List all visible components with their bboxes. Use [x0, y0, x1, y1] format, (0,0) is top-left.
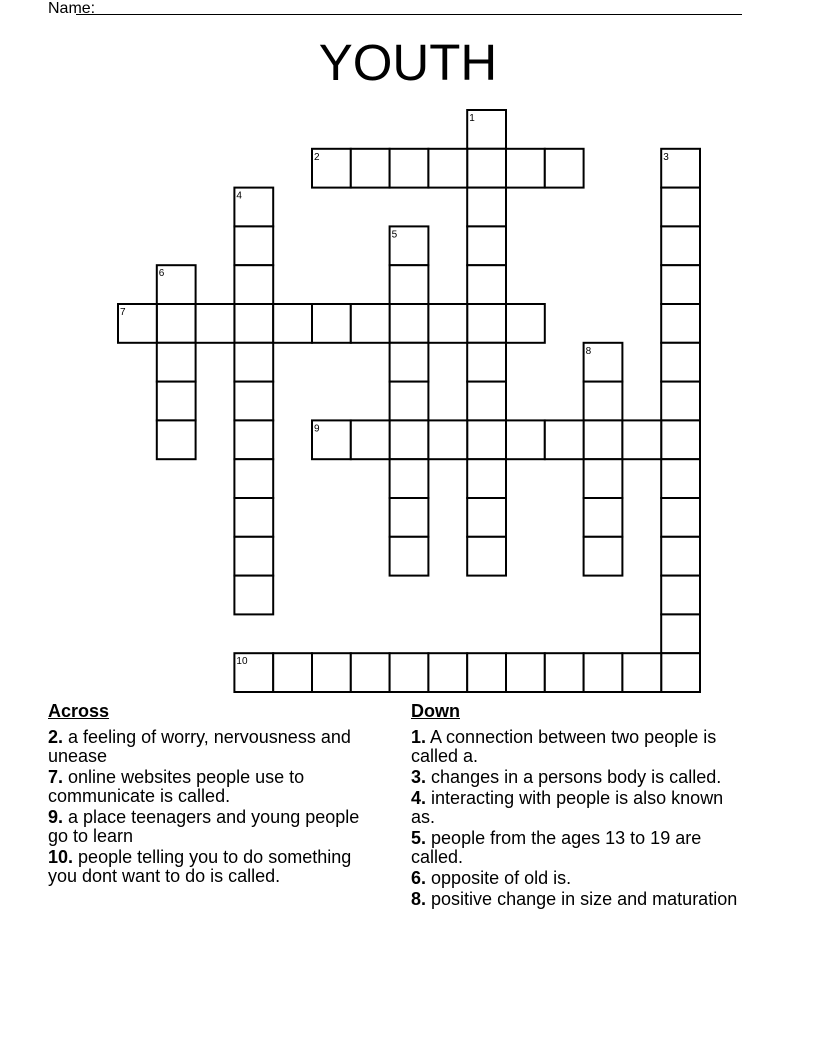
cell-number-3: 3: [663, 151, 669, 163]
grid-cell[interactable]: [467, 420, 506, 459]
grid-cell[interactable]: [428, 653, 467, 692]
grid-cell[interactable]: [273, 653, 312, 692]
grid-cell[interactable]: [428, 304, 467, 343]
cell-number-5: 5: [391, 229, 398, 241]
grid-cell[interactable]: [234, 382, 273, 421]
cell-number-2: 2: [314, 151, 320, 163]
grid-cell[interactable]: [584, 653, 623, 692]
grid-cell[interactable]: [467, 653, 506, 692]
grid-cell[interactable]: [467, 149, 506, 188]
clue-down-8: 8. positive change in size and maturation: [411, 889, 738, 909]
across-heading: Across: [48, 701, 110, 721]
down-heading: Down: [411, 701, 460, 721]
grid-cell[interactable]: [584, 420, 623, 459]
grid-cell[interactable]: [390, 343, 429, 382]
cell-number-10: 10: [236, 656, 248, 668]
clue-across-10: 10. people telling you to do something you dont want to do is called.: [48, 847, 352, 886]
grid-cell[interactable]: [234, 188, 273, 227]
grid-cell[interactable]: [234, 343, 273, 382]
grid-cell[interactable]: [234, 265, 273, 304]
grid-cell[interactable]: [584, 343, 623, 382]
grid-cell[interactable]: [661, 420, 700, 459]
grid-cell[interactable]: [661, 614, 700, 653]
grid-cell[interactable]: [234, 420, 273, 459]
grid-cell[interactable]: [390, 382, 429, 421]
grid-cell[interactable]: [467, 343, 506, 382]
cell-number-7: 7: [120, 307, 126, 318]
grid-cell[interactable]: [545, 653, 584, 692]
grid-cell[interactable]: [234, 226, 273, 265]
grid-cell[interactable]: [467, 459, 506, 498]
clue-down-4: 4. interacting with people is also known as.: [411, 788, 724, 827]
name-label: Name:: [48, 0, 96, 17]
clue-down-6: 6. opposite of old is.: [411, 868, 572, 888]
grid-cell[interactable]: [234, 537, 273, 576]
grid-cell[interactable]: [661, 537, 700, 576]
grid-cell[interactable]: [467, 226, 506, 265]
cell-number-1: 1: [469, 113, 475, 124]
name-underline: [76, 14, 742, 15]
grid-cell[interactable]: [584, 459, 623, 498]
grid-cell[interactable]: [467, 110, 506, 149]
grid-cell[interactable]: [506, 304, 545, 343]
grid-cell[interactable]: [390, 498, 429, 537]
grid-cell[interactable]: [390, 537, 429, 576]
grid-cell[interactable]: [622, 653, 661, 692]
grid-cell[interactable]: [661, 149, 700, 188]
grid-cell[interactable]: [157, 304, 196, 343]
grid-cell[interactable]: [157, 420, 196, 459]
grid-cell[interactable]: [234, 459, 273, 498]
grid-cell[interactable]: [622, 420, 661, 459]
grid-cell[interactable]: [390, 149, 429, 188]
grid-cell[interactable]: [390, 226, 429, 265]
grid-cell[interactable]: [234, 498, 273, 537]
grid-cell[interactable]: [661, 188, 700, 227]
grid-cell[interactable]: [196, 304, 235, 343]
grid-cell[interactable]: [273, 304, 312, 343]
grid-cell[interactable]: [351, 420, 390, 459]
grid-cell[interactable]: [661, 343, 700, 382]
grid-cell[interactable]: [661, 459, 700, 498]
name-field: [48, 0, 748, 20]
grid-cell[interactable]: [234, 304, 273, 343]
clue-down-3: 3. changes in a persons body is called.: [411, 767, 722, 787]
grid-cell[interactable]: [661, 265, 700, 304]
grid-cell[interactable]: [661, 304, 700, 343]
grid-cell[interactable]: [157, 382, 196, 421]
grid-cell[interactable]: [118, 304, 157, 343]
grid-cell[interactable]: [584, 498, 623, 537]
grid-cell[interactable]: [390, 304, 429, 343]
grid-cell[interactable]: [428, 420, 467, 459]
clue-down-1: 1. A connection between two people is called a.: [411, 727, 717, 766]
clue-across-7: 7. online websites people use to communicate is called.: [48, 767, 305, 806]
grid-cell[interactable]: [467, 382, 506, 421]
cell-number-6: 6: [158, 268, 165, 280]
grid-cell[interactable]: [661, 576, 700, 615]
grid-cell[interactable]: [390, 459, 429, 498]
grid-cell[interactable]: [661, 382, 700, 421]
grid-cell[interactable]: [506, 653, 545, 692]
grid-cell[interactable]: [584, 537, 623, 576]
grid-cell[interactable]: [312, 304, 351, 343]
clue-down-5: 5. people from the ages 13 to 19 are called.: [411, 828, 702, 867]
grid-cell[interactable]: [312, 149, 351, 188]
grid-cell[interactable]: [351, 149, 390, 188]
grid-cell[interactable]: [351, 304, 390, 343]
puzzle-title: YOUTH: [318, 34, 498, 91]
grid-cell[interactable]: [312, 420, 351, 459]
grid-cell[interactable]: [467, 188, 506, 227]
grid-cell[interactable]: [157, 343, 196, 382]
grid-cell[interactable]: [584, 382, 623, 421]
across-clues: [48, 702, 378, 888]
grid-cell[interactable]: [506, 149, 545, 188]
grid-cell[interactable]: [157, 265, 196, 304]
grid-cell[interactable]: [467, 537, 506, 576]
cell-number-9: 9: [314, 423, 320, 435]
grid-cell[interactable]: [351, 653, 390, 692]
grid-cell[interactable]: [234, 576, 273, 615]
grid-cell[interactable]: [390, 653, 429, 692]
grid-cell[interactable]: [545, 149, 584, 188]
clue-across-2: 2. a feeling of worry, nervousness and unease: [48, 727, 351, 766]
grid-cell[interactable]: [661, 653, 700, 692]
grid-cell[interactable]: [234, 653, 273, 692]
grid-cell[interactable]: [467, 498, 506, 537]
grid-cell[interactable]: [312, 653, 351, 692]
grid-cell[interactable]: [545, 420, 584, 459]
grid-cell[interactable]: [506, 420, 545, 459]
grid-cell[interactable]: [428, 149, 467, 188]
grid-cell[interactable]: [661, 226, 700, 265]
down-clues: [411, 702, 751, 911]
grid-cell[interactable]: [467, 304, 506, 343]
clue-across-9: 9. a place teenagers and young people go to learn: [48, 807, 360, 846]
cell-number-4: 4: [236, 190, 242, 202]
grid-cell[interactable]: [661, 498, 700, 537]
grid-cell[interactable]: [390, 420, 429, 459]
grid-cell[interactable]: [467, 265, 506, 304]
cell-number-8: 8: [585, 345, 592, 357]
grid-cell[interactable]: [390, 265, 429, 304]
